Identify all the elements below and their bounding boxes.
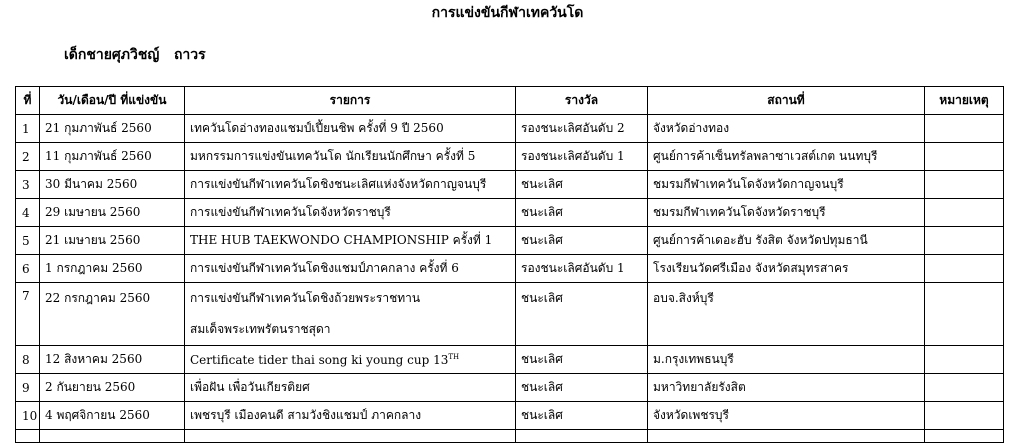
- cell-award: ชนะเลิศ: [516, 227, 648, 255]
- cell-award: ชนะเลิศ: [516, 199, 648, 227]
- cell-no: 1: [16, 115, 40, 143]
- table-header-row: [16, 87, 1004, 115]
- cell-empty: [16, 430, 40, 443]
- cell-award: ชนะเลิศ: [516, 171, 648, 199]
- cell-date: 4 พฤศจิกายน 2560: [40, 402, 185, 430]
- cell-event: การแข่งขันกีฬาเทควันโดชิงชนะเลิศแห่งจังหวัดกาญจนบุรี: [185, 171, 516, 199]
- cell-empty: [925, 430, 1004, 443]
- cell-no: 2: [16, 143, 40, 171]
- cell-note: [925, 227, 1004, 255]
- cell-no: 4: [16, 199, 40, 227]
- student-name: เด็กชายศุภวิชญ์ ถาวร: [64, 47, 206, 63]
- header-award: รางวัล: [516, 87, 648, 115]
- cell-event-text: Certificate tider thai song ki young cup 13: [190, 352, 449, 367]
- cell-award: รองชนะเลิศอันดับ 1: [516, 255, 648, 283]
- cell-event: มหกรรมการแข่งขันเทควันโด นักเรียนนักศึกษา ครั้งที่ 5: [185, 143, 516, 171]
- header-date: วัน/เดือน/ปี ที่แข่งขัน: [40, 87, 185, 115]
- cell-award: รองชนะเลิศอันดับ 2: [516, 115, 648, 143]
- header-event: รายการ: [185, 87, 516, 115]
- cell-note: [925, 199, 1004, 227]
- cell-date: 2 กันยายน 2560: [40, 374, 185, 402]
- cell-date: 12 สิงหาคม 2560: [40, 346, 185, 374]
- page-title: การแข่งขันกีฬาเทควันโด: [431, 5, 584, 21]
- cell-event: เทควันโดอ่างทองแชมป์เปี้ยนชิพ ครั้งที่ 9 ปี 2560: [185, 115, 516, 143]
- cell-place: ศูนย์การค้าเดอะฮับ รังสิต จังหวัดปทุมธานี: [648, 227, 925, 255]
- cell-place: อบจ.สิงห์บุรี: [648, 283, 925, 346]
- cell-note: [925, 283, 1004, 346]
- cell-no: 7: [16, 283, 40, 346]
- table-row: [16, 346, 1004, 374]
- cell-date: 21 กุมภาพันธ์ 2560: [40, 115, 185, 143]
- cell-no: 8: [16, 346, 40, 374]
- cell-event: การแข่งขันกีฬาเทควันโดจังหวัดราชบุรี: [185, 199, 516, 227]
- table-row: [16, 283, 1004, 346]
- cell-award: รองชนะเลิศอันดับ 1: [516, 143, 648, 171]
- cell-place: จังหวัดเพชรบุรี: [648, 402, 925, 430]
- cell-note: [925, 255, 1004, 283]
- competition-table: [15, 86, 1004, 443]
- cell-event-line1: การแข่งขันกีฬาเทควันโดชิงถ้วยพระราชทาน: [190, 291, 421, 305]
- cell-note: [925, 402, 1004, 430]
- table-row: [16, 171, 1004, 199]
- cell-place: จังหวัดอ่างทอง: [648, 115, 925, 143]
- cell-event: เพชรบุรี เมืองคนดี สามวังชิงแชมป์ ภาคกลาง: [185, 402, 516, 430]
- header-note: หมายเหตุ: [925, 87, 1004, 115]
- cell-note: [925, 346, 1004, 374]
- cell-no: 9: [16, 374, 40, 402]
- cell-event: การแข่งขันกีฬาเทควันโดชิงแชมป์ภาคกลาง ครั้งที่ 6: [185, 255, 516, 283]
- cell-date: 22 กรกฎาคม 2560: [40, 283, 185, 346]
- cell-event: เพื่อฝัน เพื่อวันเกียรติยศ: [185, 374, 516, 402]
- cell-event: [185, 346, 516, 374]
- cell-event-line2: สมเด็จพระเทพรัตนราชสุดา: [190, 322, 331, 336]
- cell-empty: [648, 430, 925, 443]
- table-row: [16, 255, 1004, 283]
- cell-empty: [185, 430, 516, 443]
- cell-place: ม.กรุงเทพธนบุรี: [648, 346, 925, 374]
- table-row: [16, 227, 1004, 255]
- cell-place: โรงเรียนวัดศรีเมือง จังหวัดสมุทรสาคร: [648, 255, 925, 283]
- cell-no: 3: [16, 171, 40, 199]
- table-row: [16, 374, 1004, 402]
- table-row: [16, 402, 1004, 430]
- cell-award: ชนะเลิศ: [516, 374, 648, 402]
- cell-place: ชมรมกีฬาเทควันโดจังหวัดราชบุรี: [648, 199, 925, 227]
- cell-award: ชนะเลิศ: [516, 402, 648, 430]
- cell-award: ชนะเลิศ: [516, 346, 648, 374]
- cell-event-superscript: TH: [448, 352, 460, 361]
- cell-note: [925, 115, 1004, 143]
- table-row: [16, 115, 1004, 143]
- cell-date: 11 กุมภาพันธ์ 2560: [40, 143, 185, 171]
- header-place: สถานที่: [648, 87, 925, 115]
- cell-date: 21 เมษายน 2560: [40, 227, 185, 255]
- cell-no: 6: [16, 255, 40, 283]
- cell-place: มหาวิทยาลัยรังสิต: [648, 374, 925, 402]
- cell-award: ชนะเลิศ: [516, 283, 648, 346]
- cell-note: [925, 374, 1004, 402]
- cell-event: THE HUB TAEKWONDO CHAMPIONSHIP ครั้งที่ 1: [185, 227, 516, 255]
- cell-note: [925, 143, 1004, 171]
- cell-note: [925, 171, 1004, 199]
- table-row: [16, 199, 1004, 227]
- cell-event: [185, 283, 516, 346]
- cell-date: 30 มีนาคม 2560: [40, 171, 185, 199]
- table-row-partial: [16, 430, 1004, 443]
- cell-date: 1 กรกฎาคม 2560: [40, 255, 185, 283]
- cell-empty: [516, 430, 648, 443]
- cell-no: 5: [16, 227, 40, 255]
- cell-empty: [40, 430, 185, 443]
- cell-place: ชมรมกีฬาเทควันโดจังหวัดกาญจนบุรี: [648, 171, 925, 199]
- header-no: ที่: [16, 87, 40, 115]
- cell-place: ศูนย์การค้าเซ็นทรัลพลาซาเวสต์เกต นนทบุรี: [648, 143, 925, 171]
- table-row: [16, 143, 1004, 171]
- cell-date: 29 เมษายน 2560: [40, 199, 185, 227]
- cell-no: 10: [16, 402, 40, 430]
